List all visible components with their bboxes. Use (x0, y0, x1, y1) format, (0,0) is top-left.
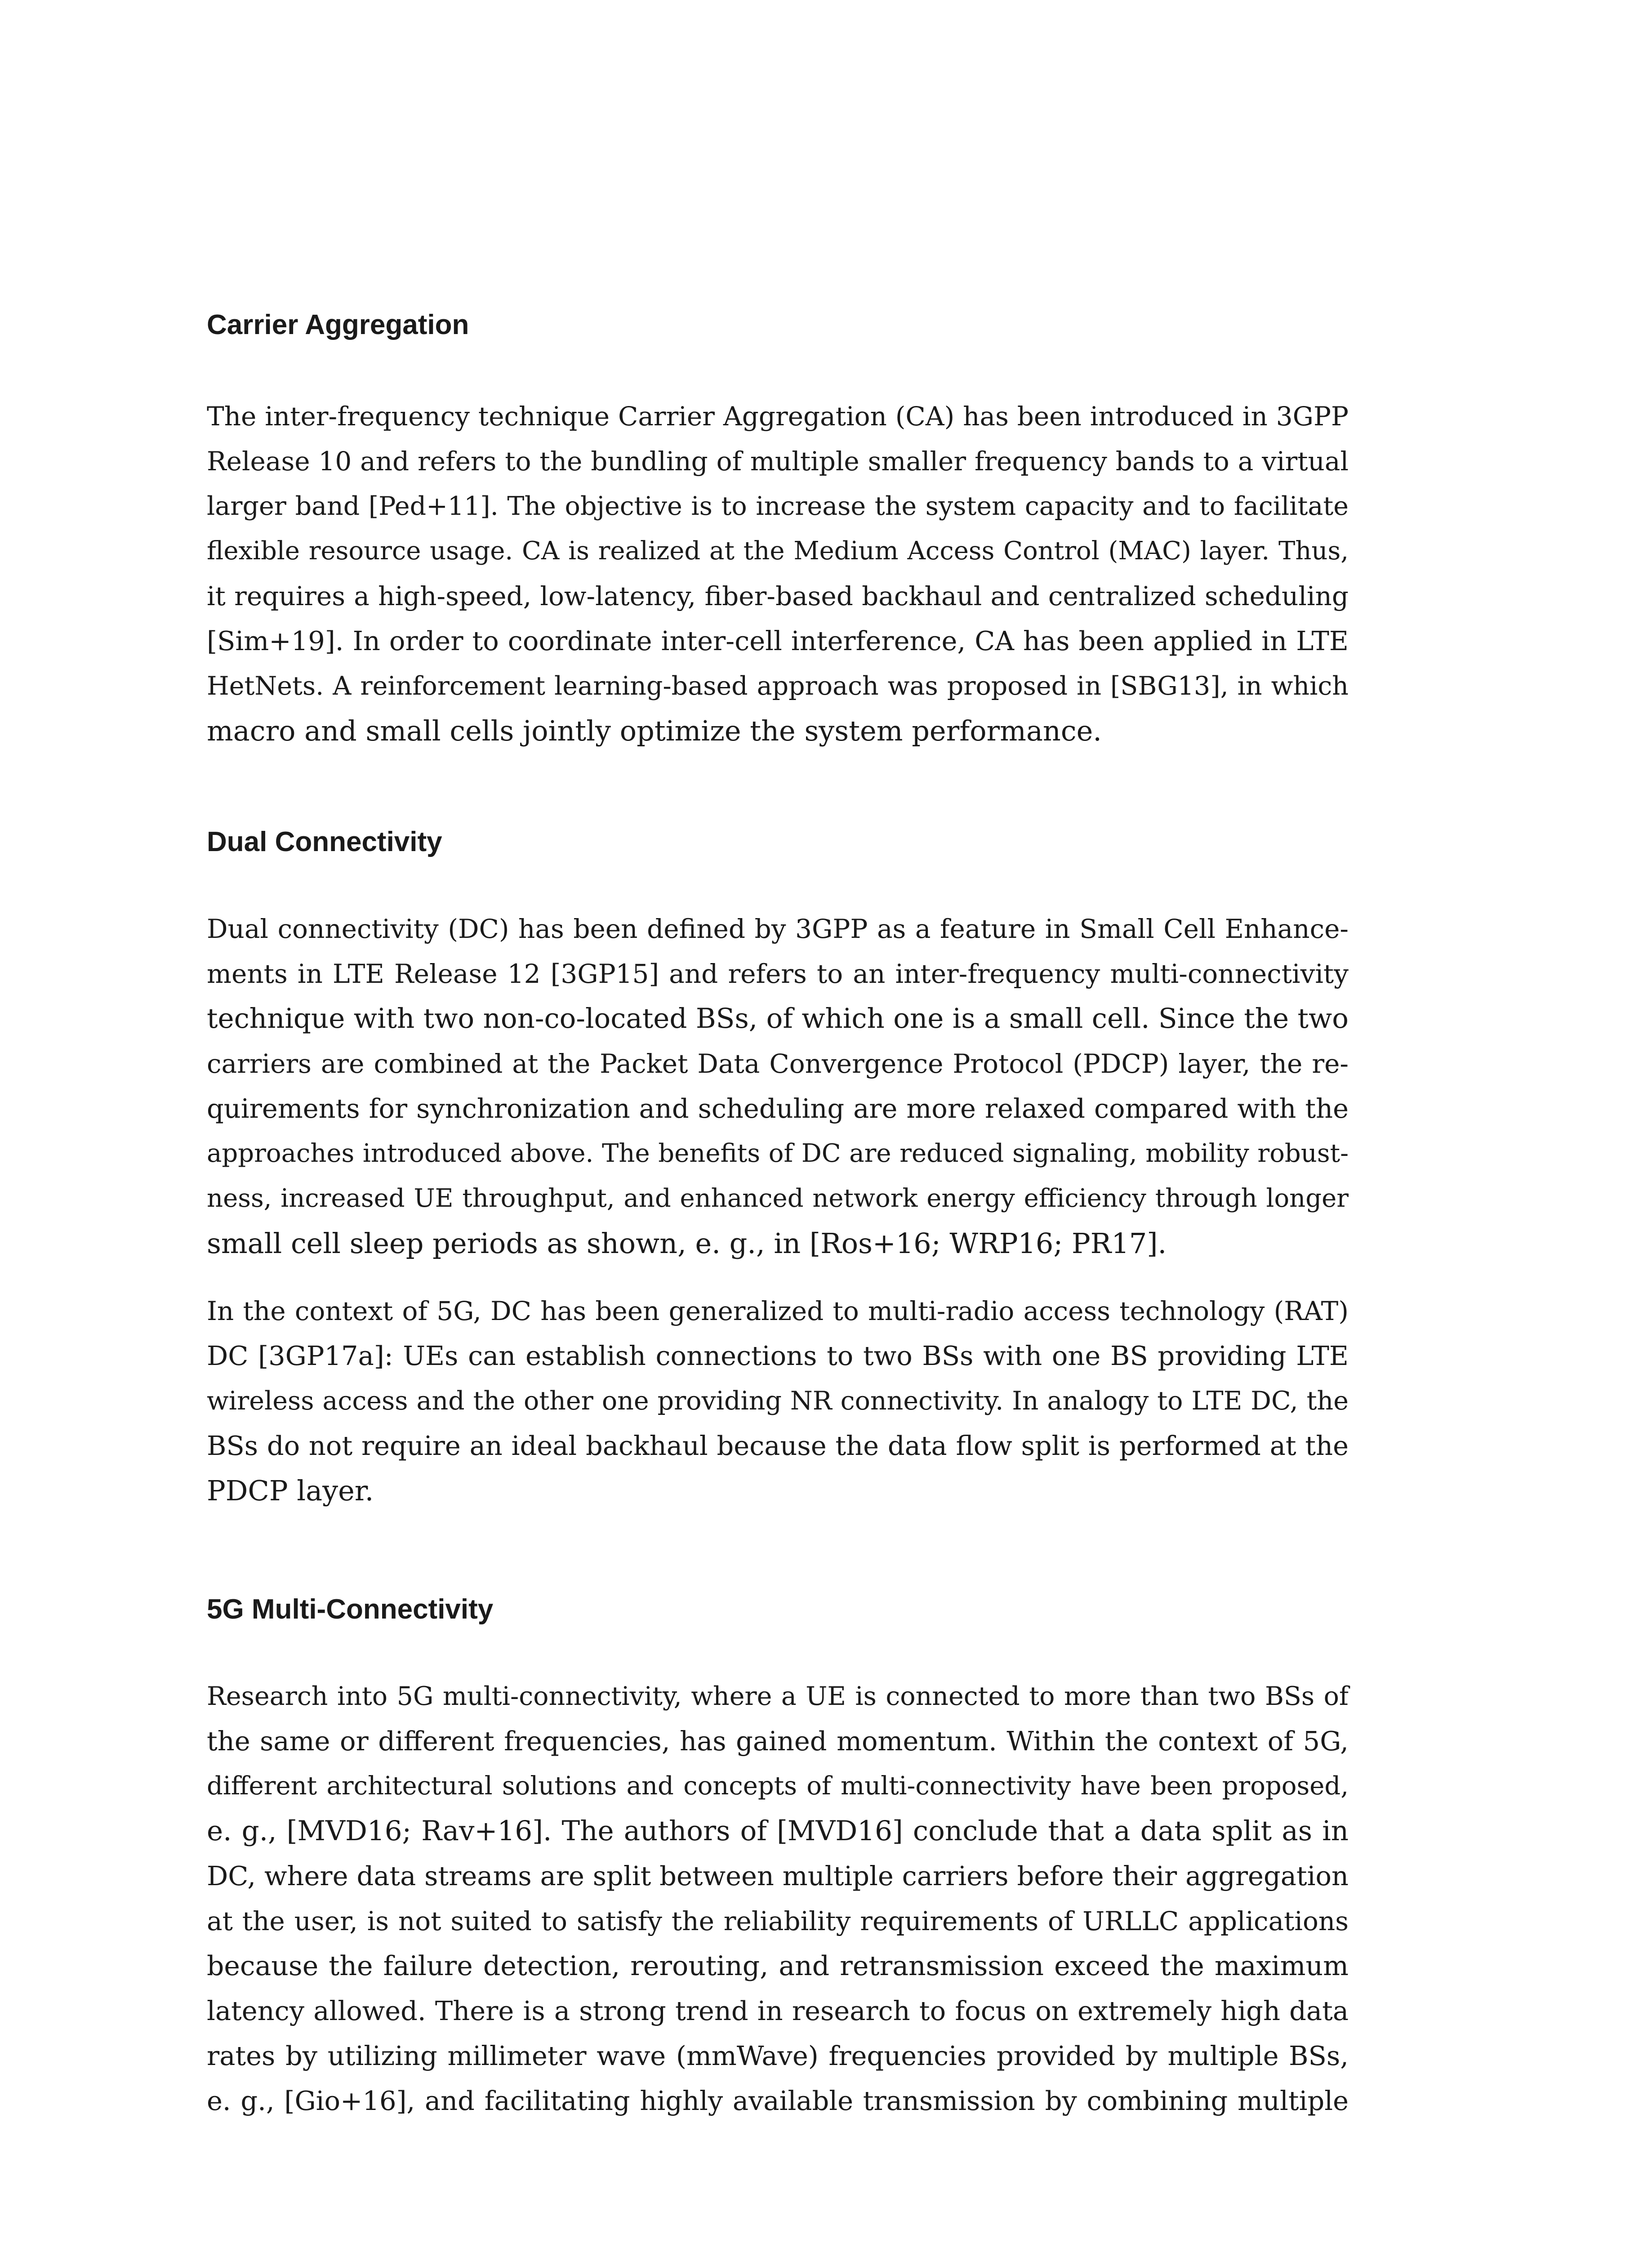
text-line: latency allowed. There is a strong trend in research to focus on extremely high data (207, 1995, 1349, 2026)
text-line: DC, where data streams are split between multiple carriers before their aggregation (207, 1860, 1349, 1891)
text-line: Research into 5G multi-connectivity, where a UE is connected to more than two BSs of (207, 1682, 1349, 1711)
section-heading-5g-multi-connectivity: 5G Multi-Connectivity (207, 1594, 494, 1625)
text-line: e. g., [Gio+16], and facilitating highly available transmission by combining multiple (207, 2085, 1349, 2116)
text-line: PDCP layer. (207, 1474, 374, 1507)
text-line: e. g., [MVD16; Rav+16]. The authors of [MVD16] conclude that a data split as in (207, 1815, 1349, 1847)
text-line: technique with two non-co-located BSs, of which one is a small cell. Since the two (207, 1003, 1349, 1035)
text-line: HetNets. A reinforcement learning-based approach was proposed in [SBG13], in which (207, 671, 1349, 701)
paragraph-dual-connectivity-1 (207, 906, 1349, 1266)
text-line: rates by utilizing millimeter wave (mmWave) frequencies provided by multiple BSs, (207, 2040, 1349, 2071)
paragraph-5g-multi-connectivity (207, 1674, 1349, 2123)
text-line: Dual connectivity (DC) has been defined by 3GPP as a feature in Small Cell Enhance- (207, 914, 1349, 944)
text-line: it requires a high-speed, low-latency, fiber-based backhaul and centralized scheduling (207, 581, 1349, 611)
text-line: macro and small cells jointly optimize the system performance. (207, 714, 1102, 747)
text-line: wireless access and the other one providing NR connectivity. In analogy to LTE DC, the (207, 1386, 1349, 1416)
paragraph-carrier-aggregation (207, 394, 1349, 754)
text-line: The inter-frequency technique Carrier Aggregation (CA) has been introduced in 3GPP (207, 401, 1349, 432)
text-line: [Sim+19]. In order to coordinate inter-cell interference, CA has been applied in LTE (207, 625, 1349, 656)
text-line: at the user, is not suited to satisfy the reliability requirements of URLLC applications (207, 1906, 1349, 1936)
text-line: ness, increased UE throughput, and enhanced network energy efficiency through longer (207, 1184, 1349, 1213)
text-line: the same or different frequencies, has gained momentum. Within the context of 5G, (207, 1726, 1349, 1757)
text-line: carriers are combined at the Packet Data Convergence Protocol (PDCP) layer, the re- (207, 1048, 1349, 1079)
text-line: Release 10 and refers to the bundling of multiple smaller frequency bands to a virtual (207, 446, 1349, 477)
text-line: BSs do not require an ideal backhaul because the data flow split is performed at the (207, 1430, 1349, 1461)
text-line: In the context of 5G, DC has been generalized to multi-radio access technology (RAT) (207, 1296, 1349, 1326)
paragraph-dual-connectivity-2 (207, 1289, 1349, 1513)
text-line: DC [3GP17a]: UEs can establish connections to two BSs with one BS providing LTE (207, 1340, 1349, 1371)
text-line: flexible resource usage. CA is realized at the Medium Access Control (MAC) layer. Thus, (207, 536, 1349, 566)
text-line: different architectural solutions and concepts of multi-connectivity have been proposed, (207, 1771, 1349, 1801)
text-line: small cell sleep periods as shown, e. g., in [Ros+16; WRP16; PR17]. (207, 1227, 1167, 1260)
text-line: approaches introduced above. The benefits of DC are reduced signaling, mobility robust- (207, 1139, 1349, 1168)
text-line: larger band [Ped+11]. The objective is to increase the system capacity and to facilitate (207, 491, 1349, 521)
text-line: because the failure detection, rerouting, and retransmission exceed the maximum (207, 1950, 1349, 1982)
text-line: ments in LTE Release 12 [3GP15] and refers to an inter-frequency multi-connectivity (207, 959, 1349, 989)
section-heading-dual-connectivity: Dual Connectivity (207, 826, 442, 857)
section-heading-carrier-aggregation: Carrier Aggregation (207, 309, 469, 340)
text-line: quirements for synchronization and scheduling are more relaxed compared with the (207, 1093, 1349, 1124)
